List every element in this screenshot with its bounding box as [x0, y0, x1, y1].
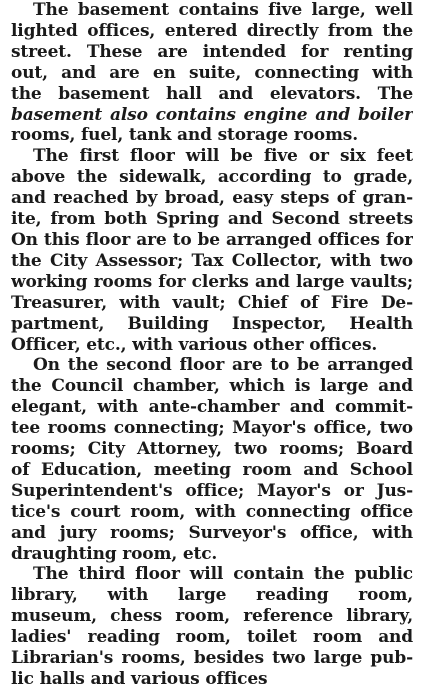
text-line: The first floor will be five or six feet — [33, 146, 413, 167]
text-line: working rooms for clerks and large vaults; — [11, 271, 413, 292]
text-line: draughting room, etc. — [11, 543, 218, 564]
text-line: the Council chamber, which is large and — [11, 376, 413, 397]
article-column — [11, 0, 413, 690]
text-line: rooms, fuel, tank and storage rooms. — [11, 125, 358, 146]
paragraph-third-floor — [11, 564, 413, 689]
text-line: The basement contains five large, well — [33, 0, 413, 20]
text-line: and jury rooms; Surveyor's office, with — [11, 522, 413, 543]
text-line: the basement hall and elevators. The — [11, 83, 413, 104]
text-line: street. These are intended for renting — [11, 41, 413, 62]
text-line: library, with large reading room, — [11, 585, 413, 606]
text-line: of Education, meeting room and School — [11, 459, 413, 480]
text-line: ite, from both Spring and Second streets — [11, 209, 413, 230]
text-line: the City Assessor; Tax Collector, with two — [11, 250, 413, 271]
text-line: lighted offices, entered directly from the — [11, 20, 413, 41]
text-line: On the second floor are to be arranged — [33, 355, 413, 376]
text-line: museum, chess room, reference library, — [11, 606, 413, 627]
text-line: The third floor will contain the public — [33, 564, 413, 585]
paragraph-second-floor — [11, 355, 413, 564]
text-line: On this floor are to be arranged offices for — [11, 229, 413, 250]
text-line: partment, Building Inspector, Health — [11, 313, 413, 334]
text-line: lic halls and various offices — [11, 669, 268, 689]
text-line: tice's court room, with connecting office — [11, 501, 413, 522]
text-line: Superintendent's office; Mayor's or Jus- — [11, 480, 413, 501]
text-line: above the sidewalk, according to grade, — [11, 167, 413, 188]
text-line: Librarian's rooms, besides two large pub- — [11, 648, 413, 669]
text-line: Treasurer, with vault; Chief of Fire De- — [11, 292, 413, 313]
text-line: out, and are en suite, connecting with — [11, 62, 413, 83]
text-line: Officer, etc., with various other offices. — [11, 334, 378, 355]
paragraph-basement — [11, 0, 413, 146]
text-line: ladies' reading room, toilet room and — [11, 627, 413, 648]
text-line: rooms; City Attorney, two rooms; Board — [11, 439, 413, 460]
text-line: tee rooms connecting; Mayor's office, two — [11, 418, 413, 439]
text-line: and reached by broad, easy steps of gran- — [11, 188, 413, 209]
paragraph-first-floor — [11, 146, 413, 355]
text-line: elegant, with ante-chamber and commit- — [11, 397, 413, 418]
text-line: basement also contains engine and boiler — [11, 104, 413, 125]
